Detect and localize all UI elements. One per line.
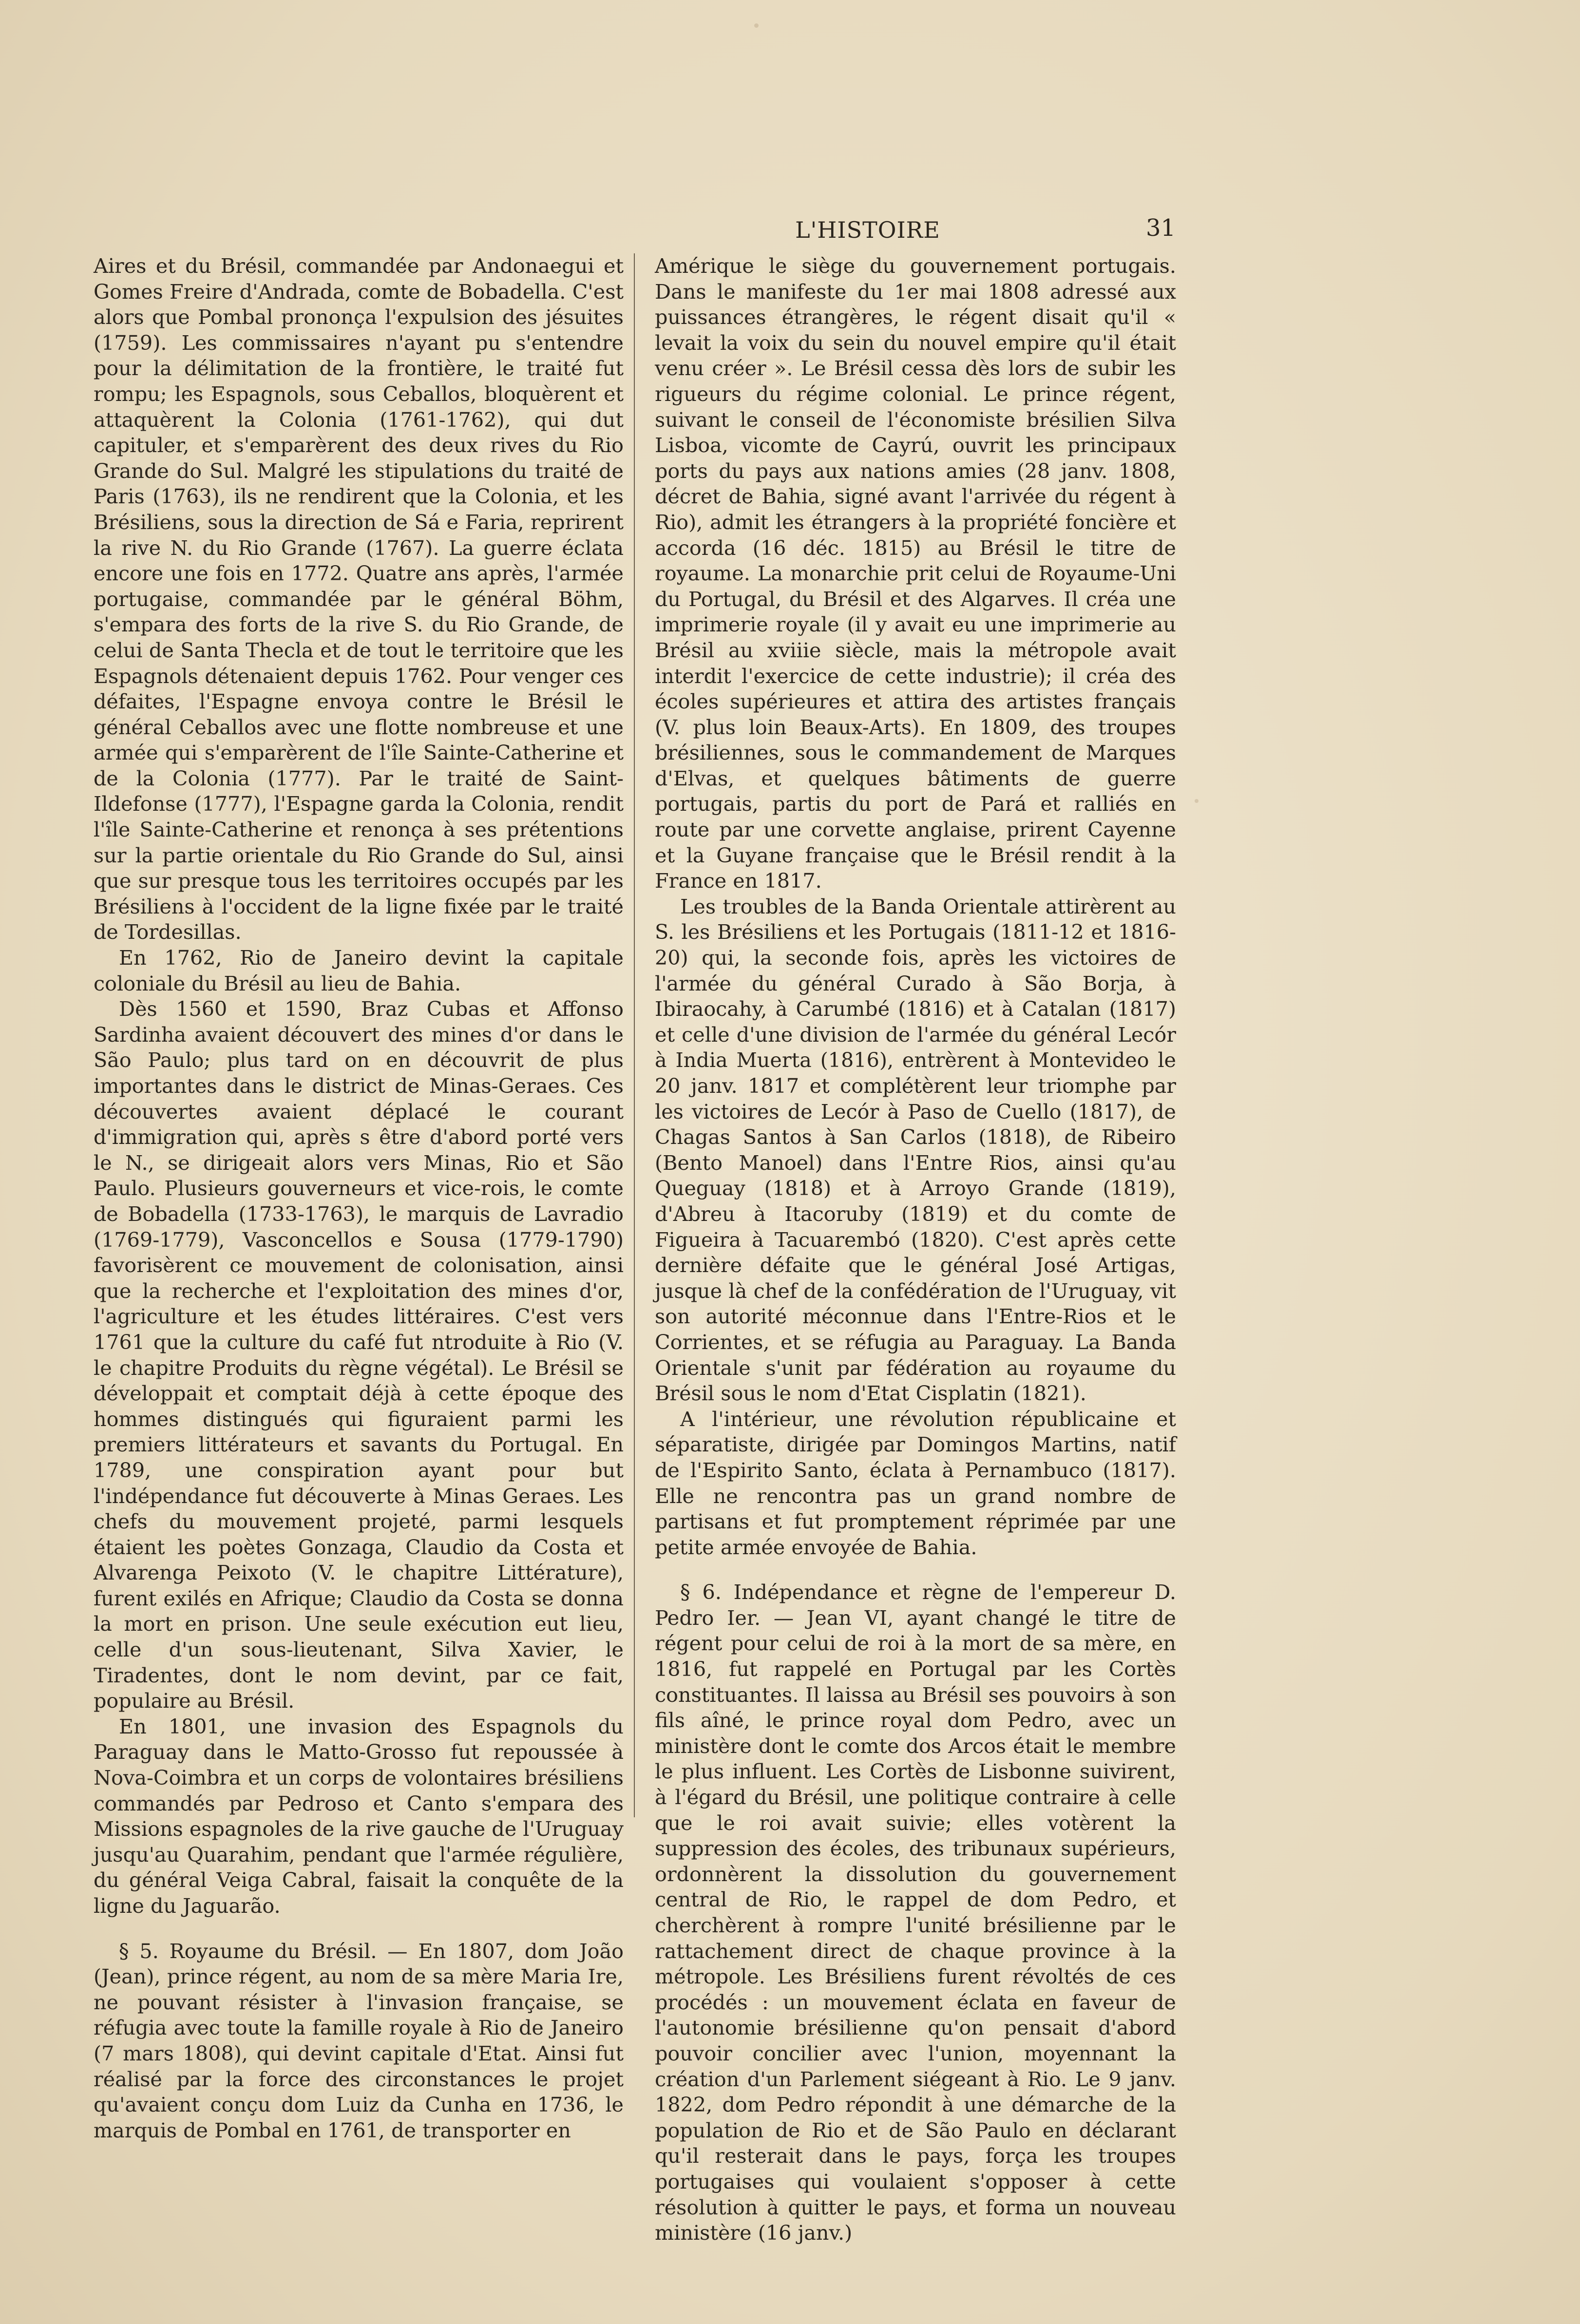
paragraph: Amérique le siège du gouvernement portugais. Dans le manifeste du 1er mai 1808 adressé aux puissances étrangères, le régent disait qu'il « levait la voix du sein du nouvel empire qu'il était venu créer ». Le Brésil cessa dès lors de subir les rigueurs du régime colonial. Le prince régent, suivant le conseil de l'économiste brésilien Silva Lisboa, vicomte de Cayrú, ouvrit les principaux ports du pays aux nations amies (28 janv. 1808, décret de Bahia, signé avant l'arrivée du régent à Rio), admit les étrangers à la propriété foncière et accorda (16 déc. 1815) au Brésil le titre de royaume. La monarchie prit celui de Royaume-Uni du Portugal, du Brésil et des Algarves. Il créa une imprimerie royale (il y avait eu une imprimerie au Brésil au xviiie siècle, mais la métropole avait interdit l'exercice de cette industrie); il créa des écoles supérieures et attira des artistes français (V. plus loin Beaux-Arts). En 1809, des troupes brésiliennes, sous le commandement de Marques d'Elvas, et quelques bâtiments de guerre portugais, partis du port de Pará et ralliés en route par une corvette anglaise, prirent Cayenne et la Guyane française que le Brésil rendit à la France en 1817. (655, 254, 1176, 893)
paragraph: A l'intérieur, une révolution républicaine et séparatiste, dirigée par Domingos Martins, natif de l'Espirito Santo, éclata à Pernambuco (1817). Elle ne rencontra pas un grand nombre de partisans et fut promptement réprimée par une petite armée envoyée de Bahia. (655, 1407, 1176, 1559)
running-title: L'HISTOIRE (795, 217, 940, 243)
section-6-paragraph: § 6. Indépendance et règne de l'empereur D. Pedro Ier. — Jean VI, ayant changé le titre de régent pour celui de roi à la mort de sa mère, en 1816, fut rappelé en Portugal par les Cortès constituantes. Il laissa au Brésil ses pouvoirs à son fils aîné, le prince royal dom Pedro, avec un ministère dont le comte dos Arcos était le membre le plus influent. Les Cortès de Lisbonne suivirent, à l'égard du Brésil, une politique contraire à celle que le roi avait suivie; elles votèrent la suppression des écoles, des tribunaux supérieurs, ordonnèrent la dissolution du gouvernement central de Rio, le rappel de dom Pedro, et cherchèrent à rompre l'unité brésilienne par le rattachement direct de chaque province à la métropole. Les Brésiliens furent révoltés de ces procédés : un mouvement éclata en faveur de l'autonomie brésilienne qu'on pensait d'abord pouvoir concilier avec l'union, moyennant la création d'un Parlement siégeant à Rio. Le 9 janv. 1822, dom Pedro répondit à une démarche de la population de Rio et de São Paulo en déclarant qu'il resterait dans le pays, força les troupes portugaises qui voulaient s'opposer à cette résolution à quitter le pays, et forma un nouveau ministère (16 janv.) (655, 1581, 1176, 2245)
paragraph: Les troubles de la Banda Orientale attirèrent au S. les Brésiliens et les Portugais (1811-12 et 1816-20) qui, la seconde fois, après les victoires de l'armée du général Curado à São Borja, à Ibiraocahy, à Carumbé (1816) et à Catalan (1817) et celle d'une division de l'armée du général Lecór à India Muerta (1816), entrèrent à Montevideo le 20 janv. 1817 et complétèrent leur triomphe par les victoires de Lecór à Paso de Cuello (1817), de Chagas Santos à San Carlos (1818), de Ribeiro (Bento Manoel) dans l'Entre Rios, ainsi qu'au Queguay (1818) et à Arroyo Grande (1819), d'Abreu à Itacoruby (1819) et du comte de Figueira à Tacuarembó (1820). C'est après cette dernière défaite que le général José Artigas, jusque là chef de la confédération de l'Uruguay, vit son autorité méconnue dans l'Entre-Rios et le Corrientes, et se réfugia au Paraguay. La Banda Orientale s'unit par fédération au royaume du Brésil sous le nom d'Etat Cisplatin (1821). (655, 895, 1176, 1406)
paragraph: En 1801, une invasion des Espagnols du Paraguay dans le Matto-Grosso fut repoussée à Nova-Coimbra et un corps de volontaires brésiliens commandés par Pedroso et Canto s'empara des Missions espagnoles de la rive gauche de l'Uruguay jusqu'au Quarahim, pendant que l'armée régulière, du général Veiga Cabral, faisait la conquête de la ligne du Jaguarão. (94, 1714, 624, 1918)
paragraph: Dès 1560 et 1590, Braz Cubas et Affonso Sardinha avaient découvert des mines d'or dans le São Paulo; plus tard on en découvrit de plus importantes dans le district de Minas-Geraes. Ces découvertes avaient déplacé le courant d'immigration qui, après s être d'abord porté vers le N., se dirigeait alors vers Minas, Rio et São Paulo. Plusieurs gouverneurs et vice-rois, le comte de Bobadella (1733-1763), le marquis de Lavradio (1769-1779), Vasconcellos e Sousa (1779-1790) favorisèrent ce mouvement de colonisation, ainsi que la recherche et l'exploitation des mines d'or, l'agriculture et les études littéraires. C'est vers 1761 que la culture du café fut ntroduite à Rio (V. le chapitre Produits du règne végétal). Le Brésil se développait et comptait déjà à cette époque des hommes distingués qui figuraient parmi les premiers littérateurs et savants du Portugal. En 1789, une conspiration ayant pour but l'indépendance fut découverte à Minas Geraes. Les chefs du mouvement projeté, parmi lesquels étaient les poètes Gonzaga, Claudio da Costa et Alvarenga Peixoto (V. le chapitre Littérature), furent exilés en Afrique; Claudio da Costa se donna la mort en prison. Une seule exécution eut lieu, celle d'un sous-lieutenant, Silva Xavier, le Tiradentes, dont le nom devint, par ce fait, populaire au Brésil. (94, 997, 624, 1713)
right-column (655, 253, 1176, 2246)
paragraph: En 1762, Rio de Janeiro devint la capitale coloniale du Brésil au lieu de Bahia. (94, 946, 624, 995)
left-column (94, 253, 624, 2143)
paragraph: Aires et du Brésil, commandée par Andonaegui et Gomes Freire d'Andrada, comte de Bobadella. C'est alors que Pombal prononça l'expulsion des jésuites (1759). Les commissaires n'ayant pu s'entendre pour la délimitation de la frontière, le traité fut rompu; les Espagnols, sous Ceballos, bloquèrent et attaquèrent la Colonia (1761-1762), qui dut capituler, et s'emparèrent des deux rives du Rio Grande do Sul. Malgré les stipulations du traité de Paris (1763), ils ne rendirent que la Colonia, et les Brésiliens, sous la direction de Sá e Faria, reprirent la rive N. du Rio Grande (1767). La guerre éclata encore une fois en 1772. Quatre ans après, l'armée portugaise, commandée par le général Böhm, s'empara des forts de la rive S. du Rio Grande, de celui de Santa Thecla et de tout le territoire que les Espagnols détenaient depuis 1762. Pour venger ces défaites, l'Espagne envoya contre le Brésil le général Ceballos avec une flotte nombreuse et une armée qui s'emparèrent de l'île Sainte-Catherine et de la Colonia (1777). Par le traité de Saint-Ildefonse (1777), l'Espagne garda la Colonia, rendit l'île Sainte-Catherine et renonça à ses prétentions sur la partie orientale du Rio Grande do Sul, ainsi que sur presque tous les territoires occupés par les Brésiliens à l'occident de la ligne fixée par le traité de Tordesillas. (94, 254, 624, 944)
page-number: 31 (1146, 214, 1176, 242)
column-divider (634, 253, 635, 1817)
ink-spot (1195, 799, 1199, 803)
section-5-paragraph: § 5. Royaume du Brésil. — En 1807, dom João (Jean), prince régent, au nom de sa mère Maria Ire, ne pouvant résister à l'invasion française, se réfugia avec toute la famille royale à Rio de Janeiro (7 mars 1808), qui devint capitale d'Etat. Ainsi fut réalisé par la force des circonstances le projet qu'avaient conçu dom Luiz da Cunha en 1736, le marquis de Pombal en 1761, de transporter en (94, 1939, 624, 2142)
ink-spot (754, 23, 759, 28)
